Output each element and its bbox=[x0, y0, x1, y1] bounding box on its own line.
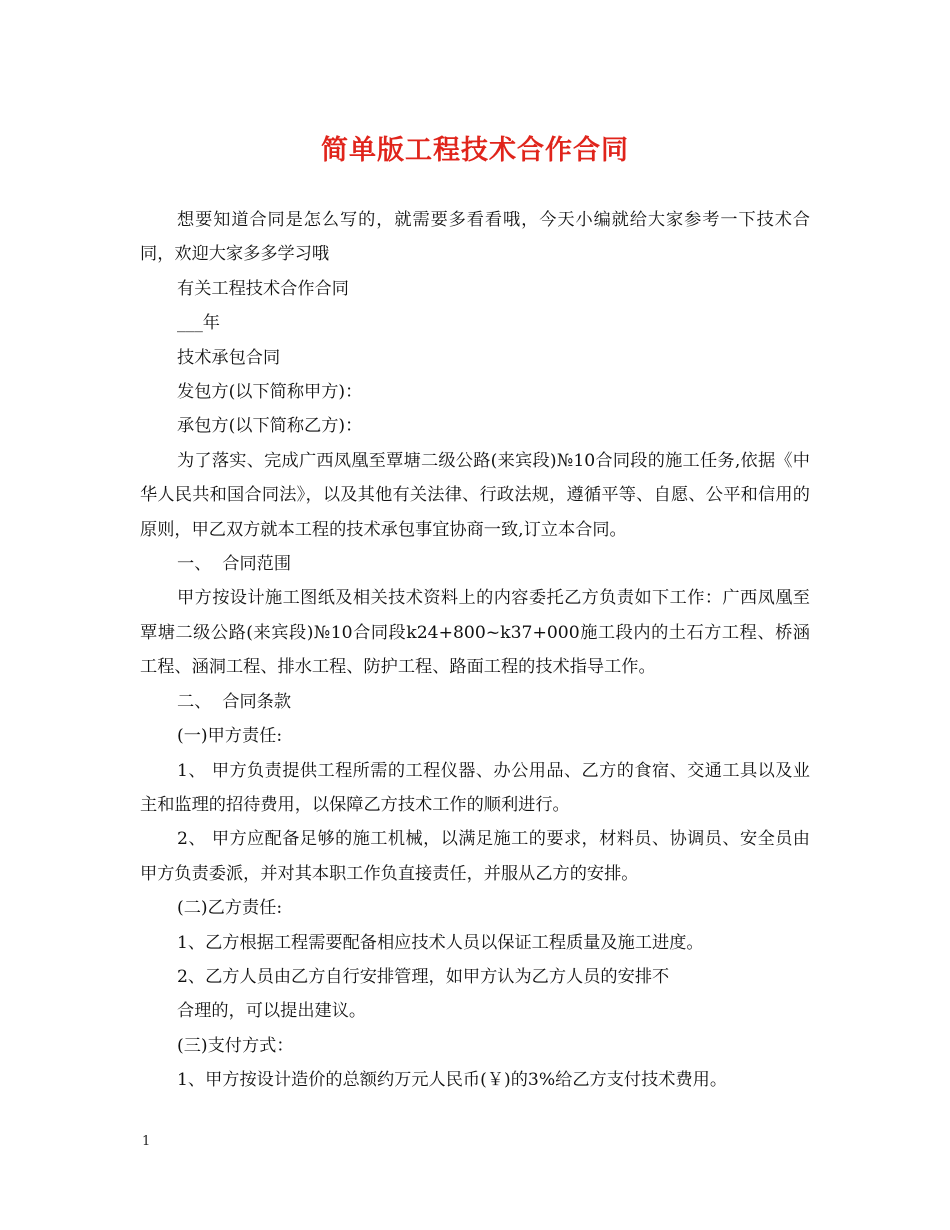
year-line: ___年 bbox=[177, 313, 220, 334]
section2-heading: 二、 合同条款 bbox=[177, 691, 292, 712]
intro-paragraph: 想要知道合同是怎么写的，就需要多看看哦，今天小编就给大家参考一下技术合同，欢迎大家多多学习哦 bbox=[140, 210, 810, 265]
payment-item-1: 1、甲方按设计造价的总额约万元人民币(￥)的3%给乙方支付技术费用。 bbox=[177, 1070, 728, 1091]
contract-name: 技术承包合同 bbox=[177, 347, 281, 368]
payment-heading: (三)支付方式： bbox=[177, 1035, 294, 1056]
section1-paragraph: 甲方按设计施工图纸及相关技术资料上的内容委托乙方负责如下工作：广西凤凰至覃塘二级公路(来宾段)№10合同段k24+800~k37+000施工段内的土石方工程、桥涵工程、涵洞工程、排水工程、防护工程、路面工程的技术指导工作。 bbox=[140, 588, 810, 678]
party-a-line: 发包方(以下简称甲方)： bbox=[177, 382, 363, 403]
party-b-line: 承包方(以下简称乙方)： bbox=[177, 416, 363, 437]
subtitle-line: 有关工程技术合作合同 bbox=[177, 278, 349, 299]
party-a-duty-1: 1、 甲方负责提供工程所需的工程仪器、办公用品、乙方的食宿、交通工具以及业主和监理的招待费用，以保障乙方技术工作的顺利进行。 bbox=[140, 760, 810, 815]
party-a-duties-heading: (一)甲方责任: bbox=[177, 726, 283, 747]
section1-heading: 一、 合同范围 bbox=[177, 554, 292, 575]
party-a-duty-2: 2、 甲方应配备足够的施工机械，以满足施工的要求，材料员、协调员、安全员由甲方负责委派，并对其本职工作负直接责任，并服从乙方的安排。 bbox=[140, 829, 810, 884]
document-title: 简单版工程技术合作合同 bbox=[321, 135, 629, 166]
party-b-duty-1: 1、乙方根据工程需要配备相应技术人员以保证工程质量及施工进度。 bbox=[177, 932, 704, 953]
document-body bbox=[140, 203, 810, 1098]
preamble-paragraph: 为了落实、完成广西凤凰至覃塘二级公路(来宾段)№10合同段的施工任务,依据《中华人民共和国合同法》，以及其他有关法律、行政法规，遵循平等、自愿、公平和信用的原则，甲乙双方就本工程的技术承包事宜协商一致,订立本合同。 bbox=[140, 450, 810, 540]
party-b-duty-2-line1: 2、乙方人员由乙方自行安排管理，如甲方认为乙方人员的安排不 bbox=[177, 966, 670, 987]
party-b-duty-2-line2: 合理的，可以提出建议。 bbox=[177, 1001, 367, 1022]
party-b-duties-heading: (二)乙方责任: bbox=[177, 898, 283, 919]
page-number: 1 bbox=[142, 1134, 151, 1149]
